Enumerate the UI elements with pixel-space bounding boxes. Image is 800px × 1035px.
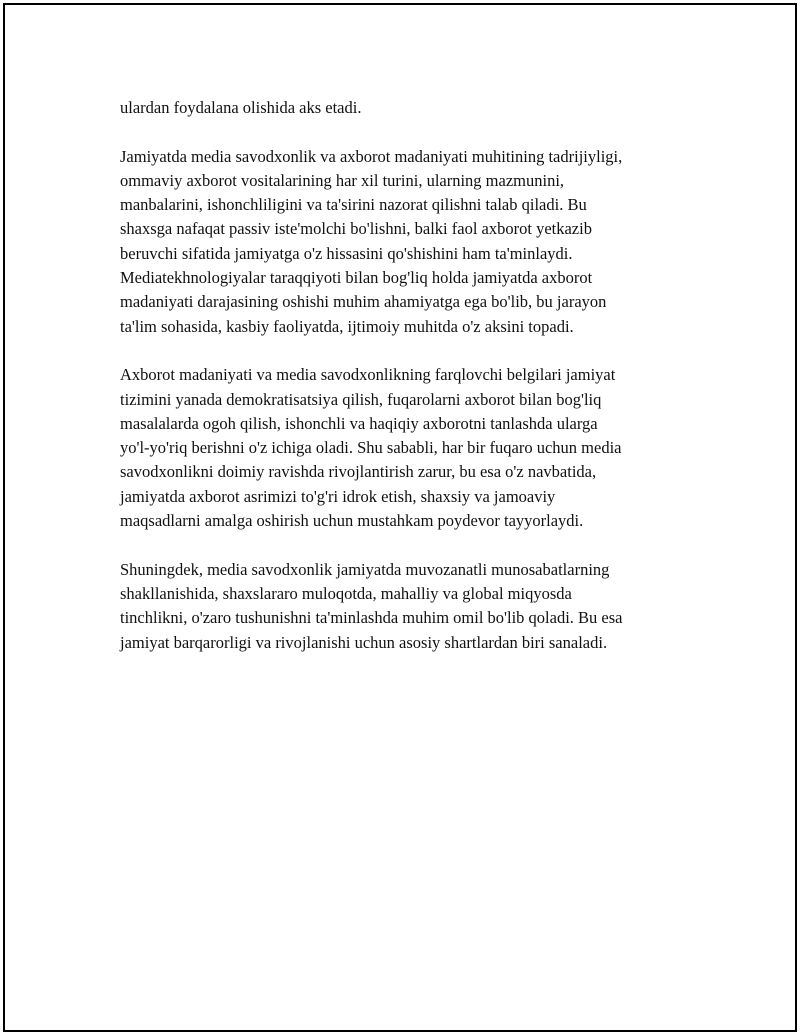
text-line: Axborot madaniyati va media savodxonlikning farqlovchi belgilari jamiyat: [120, 365, 616, 385]
text-line: jamiyatda axborot asrimizi to'g'ri idrok etish, shaxsiy va jamoaviy: [120, 486, 556, 506]
text-line: savodxonlikni doimiy ravishda rivojlantirish zarur, bu esa o'z navbatida,: [120, 462, 597, 482]
text-line: jamiyat barqarorligi va rivojlanishi uchun asosiy shartlardan biri sanaladi.: [120, 632, 608, 652]
text-line: masalalarda ogoh qilish, ishonchli va haqiqiy axborotni tanlashda ularga: [120, 413, 598, 433]
paragraph-3: [120, 363, 700, 533]
text-line: ta'lim sohasida, kasbiy faoliyatda, ijtimoiy muhitda o'z aksini topadi.: [120, 316, 574, 336]
text-line: manbalarini, ishonchliligini va ta'sirini nazorat qilishni talab qiladi. Bu: [120, 195, 587, 215]
text-line: Shuningdek, media savodxonlik jamiyatda muvozanatli munosabatlarning: [120, 559, 610, 579]
text-line: shakllanishida, shaxslararo muloqotda, mahalliy va global miqyosda: [120, 583, 572, 603]
document-body: [120, 96, 700, 679]
paragraph-4: [120, 558, 700, 655]
text-line: yo'l-yo'riq berishni o'z ichiga oladi. Shu sababli, har bir fuqaro uchun media: [120, 438, 622, 458]
text-line: ommaviy axborot vositalarining har xil turini, ularning mazmunini,: [120, 170, 565, 190]
text-line: ulardan foydalana olishida aks etadi.: [120, 98, 362, 117]
text-line: maqsadlarni amalga oshirish uchun mustahkam poydevor tayyorlaydi.: [120, 511, 584, 531]
page-frame: [3, 3, 797, 1032]
text-line: Mediatekhnologiyalar taraqqiyoti bilan bog'liq holda jamiyatda axborot: [120, 268, 593, 288]
text-line: shaxsga nafaqat passiv iste'molchi bo'lishni, balki faol axborot yetkazib: [120, 219, 592, 239]
text-line: tinchlikni, o'zaro tushunishni ta'minlashda muhim omil bo'lib qoladi. Bu esa: [120, 608, 623, 628]
text-line: beruvchi sifatida jamiyatga o'z hissasini qo'shishini ham ta'minlaydi.: [120, 243, 573, 263]
text-line: Jamiyatda media savodxonlik va axborot madaniyati muhitining tadrijiyligi,: [120, 146, 623, 166]
text-line: madaniyati darajasining oshishi muhim ahamiyatga ega bo'lib, bu jarayon: [120, 292, 607, 312]
text-line: tizimini yanada demokratisatsiya qilish, fuqarolarni axborot bilan bog'liq: [120, 389, 602, 409]
paragraph-2: [120, 145, 700, 339]
paragraph-1: [120, 96, 700, 120]
